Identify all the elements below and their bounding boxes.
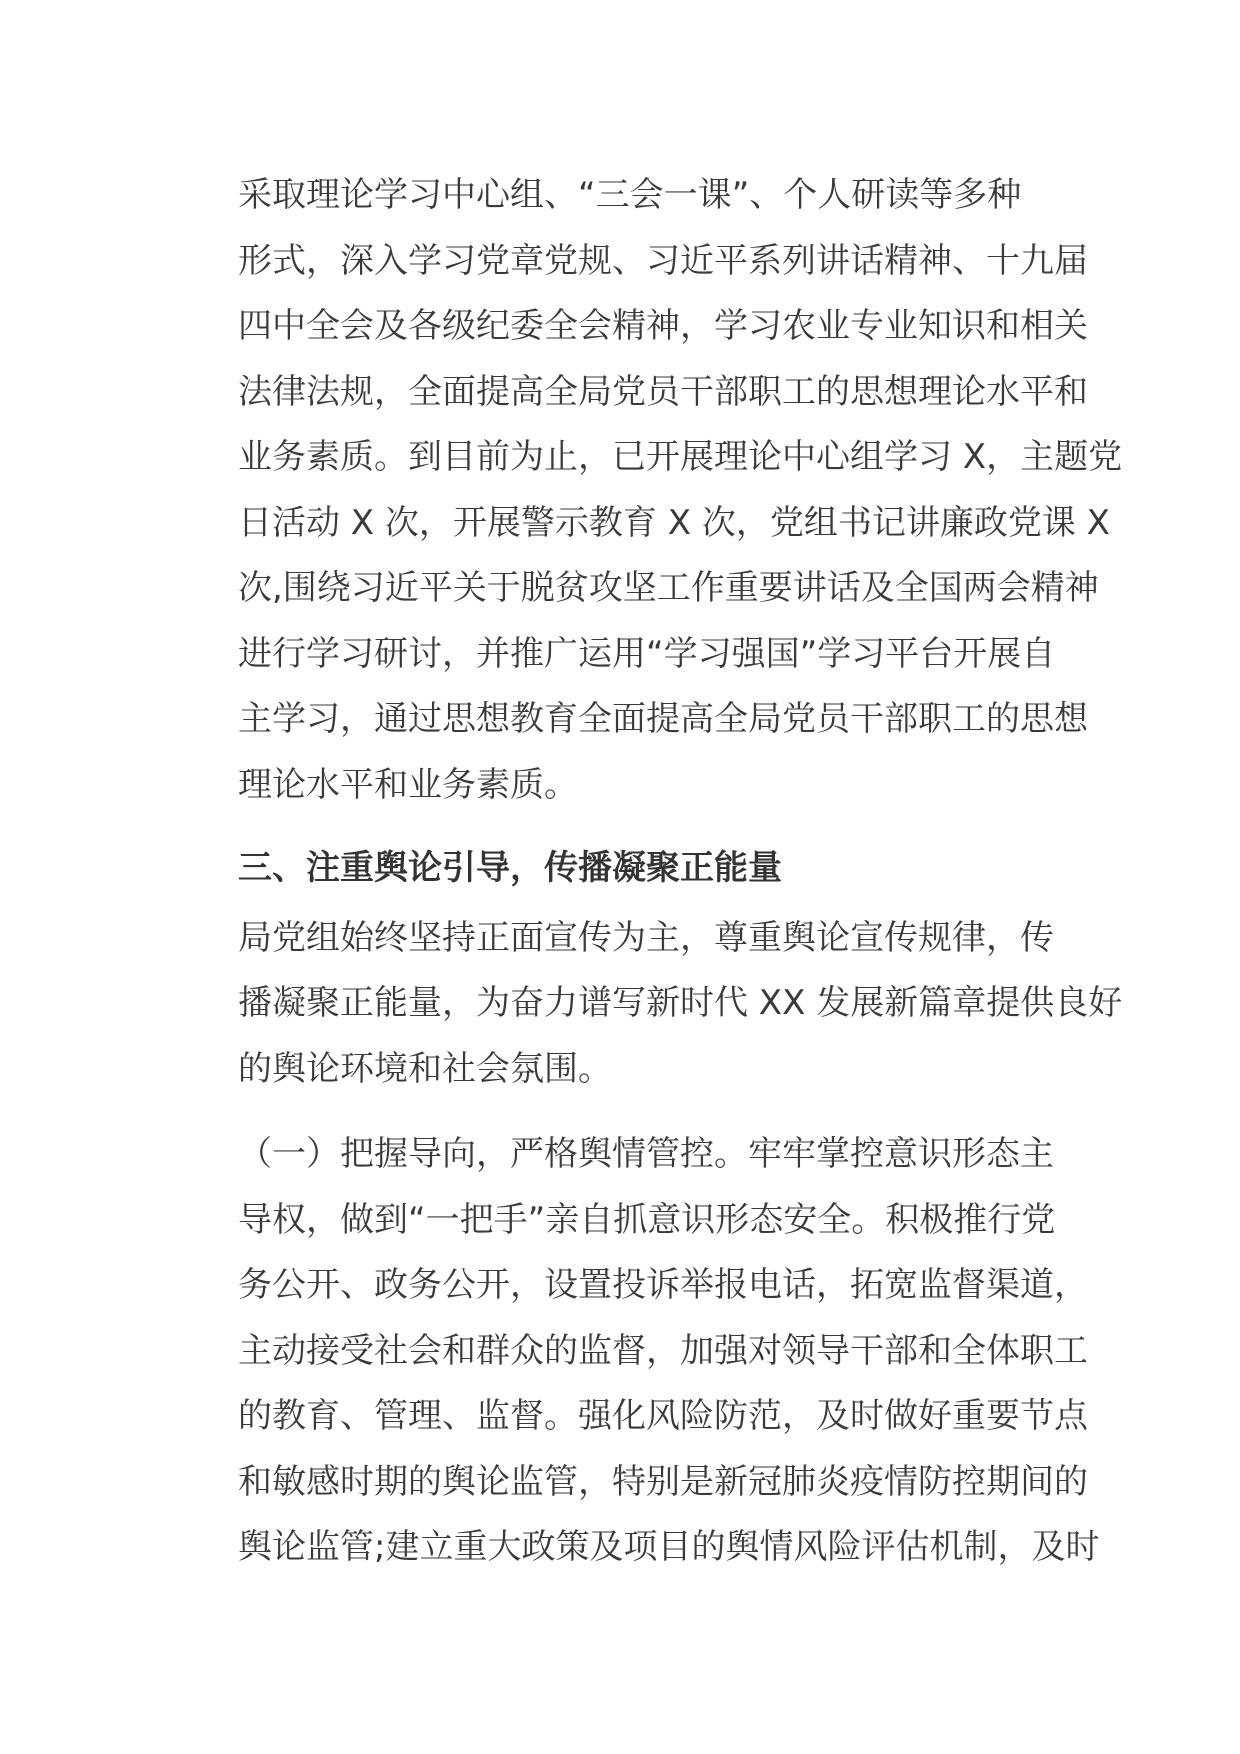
paragraph-opinion-control — [188, 1122, 1100, 1581]
paragraph-line: 形式，深入学习党章党规、习近平系列讲话精神、十九届 — [238, 240, 1088, 281]
paragraph-line: 局党组始终坚持正面宣传为主，尊重舆论宣传规律，传 — [238, 917, 1054, 958]
paragraph-line: 播凝聚正能量，为奋力谱写新时代 XX 发展新篇章提供良好 — [238, 983, 1123, 1023]
paragraph-line: 务公开、政务公开，设置投诉举报电话，拓宽监督渠道， — [238, 1265, 1088, 1305]
paragraph-public-opinion-intro — [188, 906, 1123, 1103]
paragraph-line: 的教育、管理、监督。强化风险防范，及时做好重要节点 — [238, 1396, 1088, 1436]
paragraph-line: 导权，做到“一把手”亲自抓意识形态安全。积极推行党 — [238, 1199, 1056, 1240]
paragraph-line: 进行学习研讨，并推广运用“学习强国”学习平台开展自 — [238, 633, 1056, 674]
paragraph-line: 理论水平和业务素质。 — [238, 764, 578, 805]
paragraph-line: 主动接受社会和群众的监督，加强对领导干部和全体职工 — [238, 1330, 1088, 1371]
paragraph-line: 日活动 X 次，开展警示教育 X 次，党组书记讲廉政党课 X — [238, 502, 1110, 543]
paragraph-line: 舆论监管;建立重大政策及项目的舆情风险评估机制，及时 — [238, 1527, 1100, 1567]
paragraph-line: 次,围绕习近平关于脱贫攻坚工作重要讲话及全国两会精神 — [238, 568, 1099, 608]
paragraph-line: 的舆论环境和社会氛围。 — [238, 1048, 612, 1089]
paragraph-line: 采取理论学习中心组、“三会一课”、个人研读等多种 — [238, 175, 1022, 215]
paragraph-line: 和敏感时期的舆论监管，特别是新冠肺炎疫情防控期间的 — [238, 1461, 1088, 1502]
paragraph-line: 四中全会及各级纪委全会精神，学习农业专业知识和相关 — [238, 306, 1088, 346]
paragraph-study-activities — [188, 163, 1123, 818]
paragraph-line: 业务素质。到目前为止，已开展理论中心组学习 X，主题党 — [238, 437, 1123, 477]
document-body — [188, 163, 1123, 1581]
section-heading: 三、注重舆论引导，传播凝聚正能量 — [238, 848, 782, 888]
paragraph-line: 主学习，通过思想教育全面提高全局党员干部职工的思想 — [238, 699, 1088, 739]
paragraph-line: （一）把握导向，严格舆情管控。牢牢掌控意识形态主 — [238, 1134, 1054, 1174]
paragraph-line: 法律法规，全面提高全局党员干部职工的思想理论水平和 — [238, 371, 1088, 412]
